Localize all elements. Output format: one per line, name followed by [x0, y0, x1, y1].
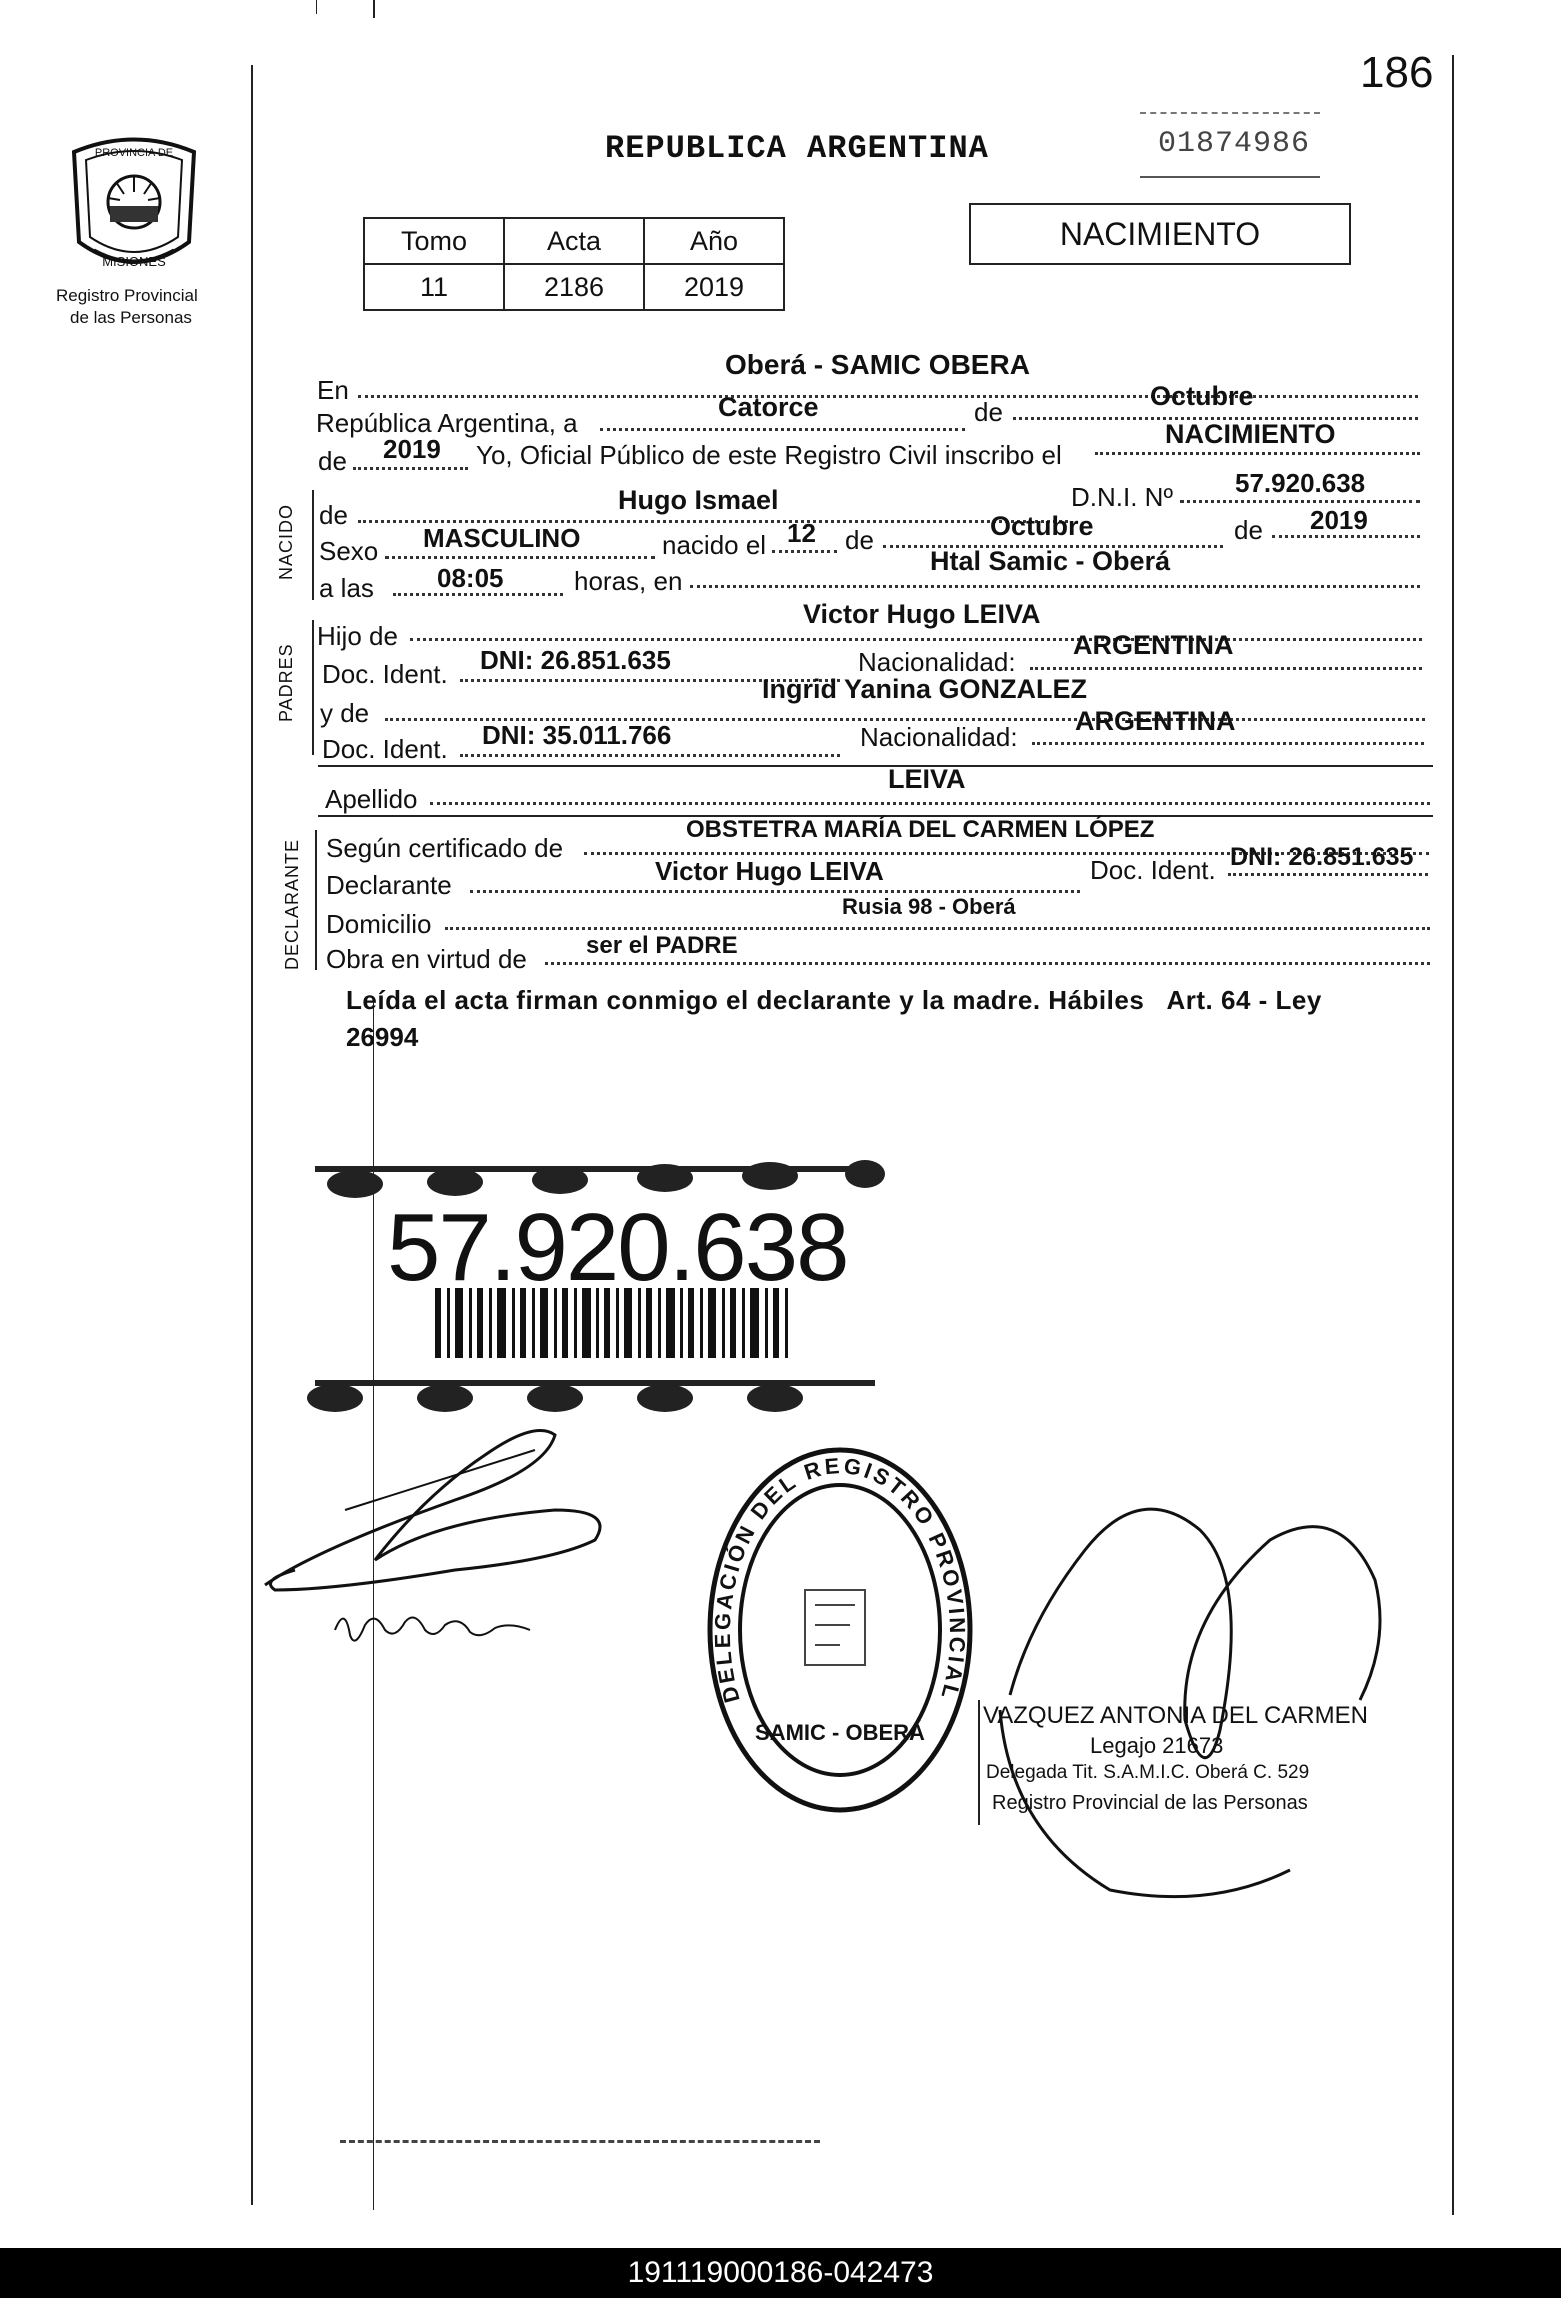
- value-dia-nac: 12: [787, 518, 816, 548]
- dots-madre-nac: [1032, 742, 1424, 745]
- value-dia-texto: Catorce: [718, 392, 819, 422]
- value-padre: Victor Hugo LEIVA: [803, 599, 1041, 629]
- label-de: de: [974, 397, 1003, 427]
- label-declarante: Declarante: [326, 870, 452, 900]
- dots-padre: [410, 638, 1422, 641]
- value-madre-dni: DNI: 35.011.766: [482, 720, 672, 750]
- value-declarante: Victor Hugo LEIVA: [655, 856, 884, 886]
- nacido-bracket: [312, 490, 314, 600]
- apellido-top-rule: [318, 765, 1433, 767]
- footer-code-bar: 191119000186-042473: [0, 2248, 1561, 2298]
- label-dni: D.N.I. Nº: [1071, 482, 1173, 512]
- label-a-las: a las: [319, 573, 374, 603]
- sticker-number: 57.920.638: [387, 1194, 848, 1301]
- official-name: VAZQUEZ ANTONIA DEL CARMEN: [983, 1702, 1368, 1729]
- value-sexo: MASCULINO: [423, 523, 581, 553]
- label-y-de: y de: [320, 698, 370, 728]
- label-domicilio: Domicilio: [326, 909, 432, 939]
- label-doc-ident: Doc. Ident.: [322, 659, 448, 689]
- top-tick: [373, 0, 375, 18]
- padres-bracket: [312, 620, 314, 755]
- official-cargo: Delegada Tit. S.A.M.I.C. Oberá C. 529: [986, 1762, 1310, 1783]
- table-value-acta: 2186: [504, 264, 644, 310]
- dots-lugar: [358, 395, 1418, 398]
- label-de3: de: [1234, 515, 1263, 545]
- dots-declarante-dni: [1228, 873, 1428, 876]
- dots-domicilio: [445, 927, 1430, 930]
- closing-text-line1: Leída el acta firman conmigo el declarante y la madre. Hábiles Art. 64 - Ley: [346, 985, 1322, 1015]
- label-hijo-de: Hijo de: [317, 621, 398, 651]
- svg-text:SAMIC - OBERÁ: SAMIC - OBERÁ: [755, 1720, 925, 1745]
- value-padre-nac: ARGENTINA: [1073, 630, 1234, 660]
- registry-table: [363, 217, 785, 311]
- table-header-acta: Acta: [504, 218, 644, 264]
- label-doc-ident-2: Doc. Ident.: [322, 734, 448, 764]
- label-en: En: [317, 375, 349, 405]
- dots-apellido: [430, 802, 1430, 805]
- value-madre-nac: ARGENTINA: [1075, 706, 1236, 736]
- serial-box-top: [1140, 112, 1320, 114]
- dots-acto: [1095, 452, 1420, 455]
- official-signature: [990, 1470, 1390, 1910]
- label-nacido-el: nacido el: [662, 530, 767, 560]
- label-de-year: de: [318, 446, 347, 476]
- value-declarante-dni: DNI: 26.851.635: [1230, 843, 1414, 871]
- label-nacionalidad: Nacionalidad:: [858, 647, 1016, 677]
- dots-lugar-nac: [690, 585, 1420, 588]
- value-lugar-nac: Htal Samic - Oberá: [930, 546, 1171, 576]
- dni-sticker: [295, 1148, 895, 1416]
- value-mes: Octubre: [1150, 381, 1254, 411]
- value-lugar: Oberá - SAMIC OBERA: [725, 349, 1030, 380]
- value-certificado: OBSTETRA MARÍA DEL CARMEN LÓPEZ: [686, 816, 1155, 843]
- section-label-padres: PADRES: [276, 643, 296, 722]
- page-number: 186: [1360, 48, 1434, 97]
- label-segun: Según certificado de: [326, 833, 564, 863]
- dots-dni: [1180, 500, 1420, 503]
- value-hora: 08:05: [437, 563, 504, 593]
- act-type: NACIMIENTO: [1059, 216, 1261, 252]
- label-sexo: Sexo: [319, 536, 379, 566]
- value-domicilio: Rusia 98 - Oberá: [842, 894, 1016, 919]
- dots-dia-nac: [772, 550, 837, 553]
- dots-sexo: [385, 556, 655, 559]
- left-margin-line: [251, 65, 253, 2205]
- value-apellido: LEIVA: [888, 764, 966, 794]
- label-doc-ident-3: Doc. Ident.: [1090, 855, 1216, 885]
- svg-text:PROVINCIA DE: PROVINCIA DE: [94, 147, 174, 159]
- value-acto: NACIMIENTO: [1165, 419, 1336, 449]
- value-mes-nac: Octubre: [990, 511, 1094, 541]
- dots-declarante: [470, 890, 1080, 893]
- label-obra: Obra en virtud de: [326, 944, 527, 974]
- value-anio-nac: 2019: [1310, 505, 1368, 535]
- registry-table-header: [364, 218, 784, 264]
- official-stamp-bracket: [978, 1700, 980, 1825]
- label-de-name: de: [319, 500, 348, 530]
- label-de2: de: [845, 525, 874, 555]
- document-title: REPUBLICA ARGENTINA: [605, 130, 989, 167]
- section-label-nacido: NACIDO: [276, 503, 296, 580]
- province-logo: [64, 132, 204, 282]
- dots-madre-dni: [460, 754, 840, 757]
- value-anio: 2019: [383, 434, 441, 464]
- value-nombre: Hugo Ismael: [618, 485, 779, 515]
- dots-obra: [545, 962, 1430, 965]
- dots-anio: [353, 467, 468, 470]
- label-apellido: Apellido: [325, 784, 418, 814]
- right-margin-line: [1452, 55, 1454, 2215]
- closing-text-line2: 26994: [346, 1022, 419, 1052]
- top-tick-2: [316, 0, 317, 14]
- declarante-bracket: [315, 830, 317, 970]
- value-obra: ser el PADRE: [586, 932, 738, 959]
- value-dni: 57.920.638: [1235, 468, 1366, 498]
- table-header-anio: Año: [644, 218, 784, 264]
- label-nacionalidad-2: Nacionalidad:: [860, 722, 1018, 752]
- label-republica: República Argentina, a: [316, 408, 578, 438]
- value-padre-dni: DNI: 26.851.635: [480, 645, 671, 675]
- dots-dia: [600, 428, 965, 431]
- official-legajo: Legajo 21673: [1090, 1733, 1224, 1758]
- mother-signature: [330, 1600, 550, 1660]
- svg-text:MISIONES: MISIONES: [102, 254, 166, 269]
- svg-text:DELEGACIÓN DEL REGISTRO PROVIN: DELEGACIÓN DEL REGISTRO PROVINCIAL: [709, 1452, 971, 1706]
- serial-number: 01874986: [1158, 127, 1311, 161]
- table-value-anio: 2019: [644, 264, 784, 310]
- label-horas-en: horas, en: [574, 566, 683, 596]
- round-seal: [700, 1440, 980, 1820]
- table-value-tomo: 11: [364, 264, 504, 310]
- logo-caption-1: Registro Provincial: [56, 286, 198, 305]
- label-yo: Yo, Oficial Público de este Registro Civil inscribo el: [476, 440, 1062, 470]
- official-registro: Registro Provincial de las Personas: [992, 1792, 1308, 1814]
- act-type-box: [969, 203, 1351, 265]
- registry-table-values: [364, 264, 784, 310]
- logo-caption-2: de las Personas: [70, 308, 192, 327]
- dots-padre-nac: [1030, 667, 1422, 670]
- section-label-declarante: DECLARANTE: [282, 838, 302, 970]
- value-madre: Ingrid Yanina GONZALEZ: [762, 674, 1088, 704]
- bottom-dashed-line: [340, 2140, 820, 2143]
- table-header-tomo: Tomo: [364, 218, 504, 264]
- serial-box-bottom: [1140, 176, 1320, 178]
